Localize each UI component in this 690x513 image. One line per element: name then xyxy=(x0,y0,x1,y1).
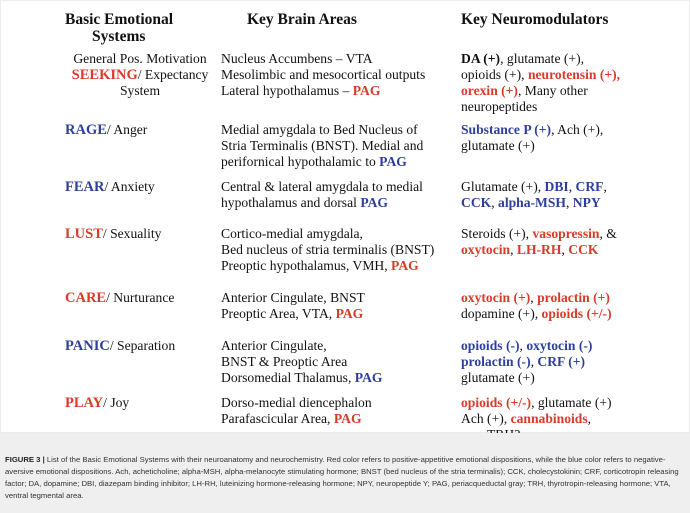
brain-seeking-l3a: Lateral hypothalamus – xyxy=(221,83,353,98)
seeking-desc2: System xyxy=(119,83,161,98)
seeking-pre: General Pos. Motivation xyxy=(73,51,207,66)
mods-lust xyxy=(461,226,689,258)
play-system-name: PLAY xyxy=(65,395,104,411)
header-basic-emotional-systems xyxy=(65,11,215,45)
figure-caption xyxy=(0,433,690,513)
mod-fear-c: , xyxy=(568,179,576,194)
caption-label: FIGURE 3 | xyxy=(5,455,45,464)
mod-cck-lust: CCK xyxy=(568,242,599,257)
mods-fear xyxy=(461,179,689,211)
rage-desc: / Anger xyxy=(106,122,148,137)
rage-system-name: RAGE xyxy=(65,122,107,138)
panic-desc: / Separation xyxy=(109,338,176,353)
system-panic xyxy=(65,338,215,354)
brain-lust-l1: Cortico-medial amygdala, xyxy=(221,226,363,241)
lust-desc: / Sexuality xyxy=(102,226,162,241)
mod-oxytocin-panic: oxytocin (-) xyxy=(526,338,593,353)
mod-seeking-c: opioids (+), xyxy=(461,67,528,82)
mod-fear-i: , xyxy=(566,195,573,210)
brain-fear xyxy=(221,179,457,211)
brain-rage-l3a: perifornical hypothalamic to xyxy=(221,154,380,169)
mod-npy: NPY xyxy=(572,195,601,210)
mods-lust-l2 xyxy=(461,242,689,258)
system-lust xyxy=(65,226,215,242)
mod-steroids: Steroids (+), xyxy=(461,226,533,241)
mods-care-l2 xyxy=(461,306,689,322)
mods-seeking-l2 xyxy=(461,67,689,83)
mod-opioids-care: opioids (+/-) xyxy=(541,306,612,321)
seeking-desc: / Expectancy xyxy=(137,67,209,82)
mods-rage-l2: glutamate (+) xyxy=(461,138,535,153)
mods-fear-l1 xyxy=(461,179,689,195)
brain-seeking-l2: Mesolimbic and mesocortical outputs xyxy=(221,67,426,82)
mod-lh-rh: LH-RH xyxy=(516,242,562,257)
mod-cannabinoids: cannabinoids xyxy=(510,411,588,426)
brain-seeking-l1: Nucleus Accumbens – VTA xyxy=(221,51,373,66)
mods-seeking xyxy=(461,51,689,115)
mod-play-b: , glutamate (+) xyxy=(531,395,612,410)
system-rage xyxy=(65,122,215,138)
mod-dopamine: dopamine (+), xyxy=(461,306,542,321)
brain-play-l2 xyxy=(221,411,457,427)
mod-panic-b: , xyxy=(519,338,527,353)
mods-panic-l1 xyxy=(461,338,689,354)
panic-system-name: PANIC xyxy=(65,338,110,354)
brain-care-l1: Anterior Cingulate, BNST xyxy=(221,290,365,305)
header-col1-line2: Systems xyxy=(92,28,146,45)
mod-care-b: , xyxy=(530,290,538,305)
mods-rage xyxy=(461,122,689,154)
care-system-name: CARE xyxy=(65,290,107,306)
mod-play-e: , xyxy=(587,411,592,426)
mod-orexin: orexin (+) xyxy=(461,83,518,98)
brain-fear-l2 xyxy=(221,195,457,211)
mod-lust-c: , & xyxy=(599,226,617,241)
system-fear xyxy=(65,179,215,195)
mod-substance-p: Substance P (+) xyxy=(461,122,552,137)
mods-panic xyxy=(461,338,689,386)
brain-play-l2a: Parafascicular Area, xyxy=(221,411,334,426)
mod-glutamate: Glutamate (+), xyxy=(461,179,545,194)
brain-care xyxy=(221,290,457,322)
seeking-system-name: SEEKING xyxy=(71,67,138,83)
brain-lust xyxy=(221,226,457,274)
mod-rage-b: , Ach (+), xyxy=(551,122,604,137)
mods-play-l2 xyxy=(461,411,689,427)
brain-fear-l1: Central & lateral amygdala to medial xyxy=(221,179,423,194)
mods-care-l1 xyxy=(461,290,689,306)
fear-system-name: FEAR xyxy=(65,179,105,195)
mod-oxytocin: oxytocin xyxy=(461,242,511,257)
brain-panic-l3 xyxy=(221,370,457,386)
mods-fear-l2 xyxy=(461,195,689,211)
brain-play-l1: Dorso-medial diencephalon xyxy=(221,395,372,410)
brain-lust-pag: PAG xyxy=(391,258,419,273)
mod-alpha-msh: alpha-MSH xyxy=(498,195,566,210)
mods-seeking-l1 xyxy=(461,51,689,67)
lust-system-name: LUST xyxy=(65,226,103,242)
brain-care-l2a: Preoptic Area, VTA, xyxy=(221,306,336,321)
mod-cck: CCK xyxy=(461,195,492,210)
mods-rage-l1 xyxy=(461,122,689,138)
mods-seeking-l3 xyxy=(461,83,689,99)
mod-dbi: DBI xyxy=(544,179,569,194)
brain-panic-l3a: Dorsomedial Thalamus, xyxy=(221,370,355,385)
mods-play-l1 xyxy=(461,395,689,411)
mods-care xyxy=(461,290,689,322)
brain-play-pag: PAG xyxy=(333,411,362,426)
brain-panic-l1: Anterior Cingulate, xyxy=(221,338,327,353)
mod-fear-g: , xyxy=(491,195,499,210)
mods-panic-l2 xyxy=(461,354,689,370)
brain-rage-l2: Stria Terminalis (BNST). Medial and xyxy=(221,138,424,153)
brain-seeking xyxy=(221,51,457,99)
brain-panic-l2: BNST & Preoptic Area xyxy=(221,354,348,369)
mod-seeking-b: , glutamate (+), xyxy=(500,51,585,66)
header-key-brain-areas: Key Brain Areas xyxy=(247,11,357,28)
mods-seeking-l4: neuropeptides xyxy=(461,99,538,114)
mod-da: DA (+) xyxy=(461,51,501,66)
mods-lust-l1 xyxy=(461,226,689,242)
mod-lust-g: , xyxy=(561,242,569,257)
mod-vasopressin: vasopressin xyxy=(532,226,600,241)
brain-seeking-l3 xyxy=(221,83,457,99)
brain-lust-l3 xyxy=(221,258,457,274)
care-desc: / Nurturance xyxy=(106,290,175,305)
system-care xyxy=(65,290,215,306)
header-col1-line1: Basic Emotional xyxy=(65,11,174,28)
play-desc: / Joy xyxy=(103,395,130,410)
fear-desc: / Anxiety xyxy=(104,179,155,194)
brain-lust-l2: Bed nucleus of stria terminalis (BNST) xyxy=(221,242,435,257)
header-key-neuromodulators: Key Neuromodulators xyxy=(461,11,609,28)
mod-crf: CRF xyxy=(575,179,604,194)
brain-fear-l2a: hypothalamus and dorsal xyxy=(221,195,361,210)
mod-opioids-panic: opioids (-) xyxy=(461,338,520,353)
brain-care-pag: PAG xyxy=(335,306,364,321)
system-seeking xyxy=(65,51,215,99)
brain-rage xyxy=(221,122,457,170)
mod-opioids-play: opioids (+/-) xyxy=(461,395,532,410)
caption-text: List of the Basic Emotional Systems with their neuroanatomy and neurochemistry. Red color refers to positive-appetitive emotional dispositions, while the blue color refers to negative-aversive emotional dispositions. Ach, acheticholine; alpha-MSH, alpha-melanocyte stimulating hormone; BNST (bed nucleus of the stria terminalis); CCK, cholecystokinin; CRF, corticotropin releasing factor; DA, dopamine; DBI, diazepam binding inhibitor; LH-RH, luteinizing hormone-releasing hormone; NPY, neuropeptide Y; PAG, periacqueductal gray; TRH, thyrotropin-releasing hormone; VTA, ventral tegmental area. xyxy=(5,455,679,500)
mod-ach: Ach (+), xyxy=(461,411,511,426)
system-play xyxy=(65,395,215,411)
brain-rage-l1: Medial amygdala to Bed Nucleus of xyxy=(221,122,418,137)
mods-panic-l3: glutamate (+) xyxy=(461,370,535,385)
seeking-label xyxy=(65,67,215,83)
brain-rage-l3 xyxy=(221,154,457,170)
mod-oxytocin-care: oxytocin (+) xyxy=(461,290,531,305)
brain-fear-pag: PAG xyxy=(360,195,388,210)
brain-rage-pag: PAG xyxy=(379,154,407,169)
brain-panic-pag: PAG xyxy=(354,370,383,385)
brain-panic xyxy=(221,338,457,386)
mod-prolactin-care: prolactin (+) xyxy=(537,290,610,305)
mod-seeking-f: , Many other xyxy=(517,83,588,98)
brain-lust-l3a: Preoptic hypothalamus, VMH, xyxy=(221,258,392,273)
mod-fear-e: , xyxy=(603,179,607,194)
mod-crf-panic: CRF (+) xyxy=(537,354,586,369)
brain-care-l2 xyxy=(221,306,457,322)
mod-panic-e: , xyxy=(530,354,538,369)
mod-prolactin-panic: prolactin (-) xyxy=(461,354,531,369)
brain-play xyxy=(221,395,457,427)
mod-lust-e: , xyxy=(510,242,517,257)
mod-neurotensin: neurotensin (+), xyxy=(527,67,621,82)
brain-seeking-pag: PAG xyxy=(352,83,381,98)
